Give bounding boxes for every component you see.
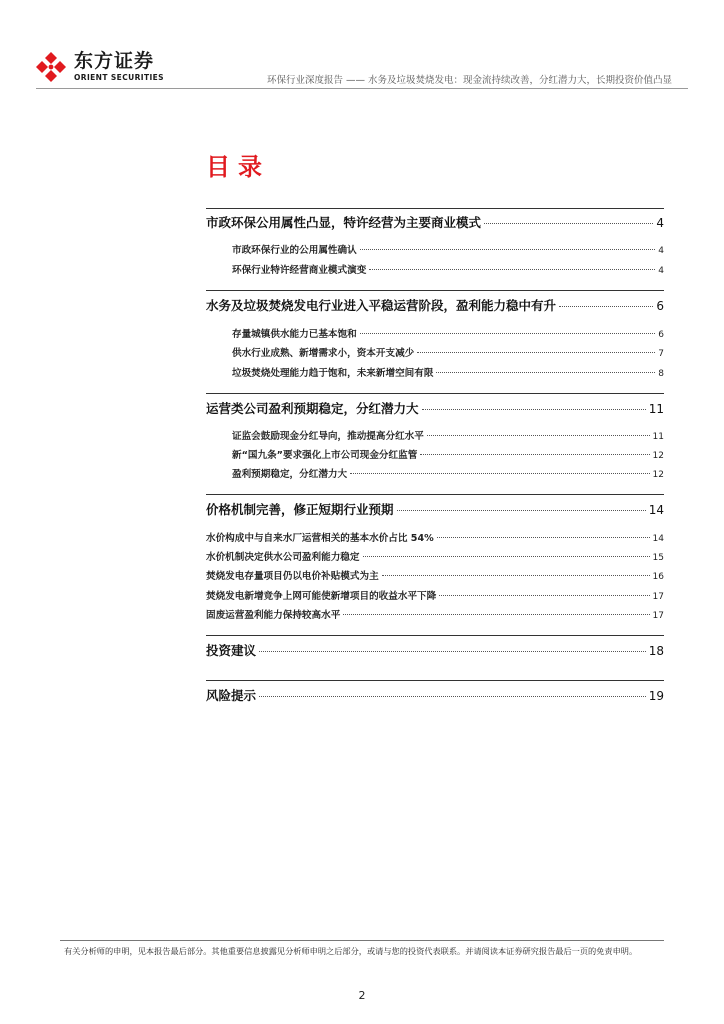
toc-entry-label: 供水行业成熟、新增需求小，资本开支减少 [232, 348, 415, 359]
toc-leader [559, 306, 653, 307]
toc-entry-page: 17 [652, 592, 664, 602]
section-divider [206, 208, 664, 209]
logo-chinese-name: 东方证券 [74, 50, 155, 73]
toc-entry-label: 证监会鼓励现金分红导向，推动提高分红水平 [232, 431, 424, 442]
toc-entry-label: 存量城镇供水能力已基本饱和 [232, 329, 357, 340]
toc-leader [484, 223, 653, 224]
toc-entry-page: 6 [658, 330, 664, 340]
toc-leader [360, 249, 656, 250]
toc-leader [437, 537, 650, 538]
section-divider [206, 635, 664, 636]
toc-entry-label: 市政环保行业的公用属性确认 [232, 245, 357, 256]
toc-entry[interactable] [232, 428, 664, 442]
toc-entry-page: 12 [652, 470, 664, 480]
toc-leader [360, 333, 656, 334]
toc-entry[interactable] [206, 588, 664, 602]
toc-entry-label: 水务及垃圾焚烧发电行业进入平稳运营阶段，盈利能力稳中有升 [206, 298, 557, 313]
header-divider [36, 88, 688, 89]
report-title: 环保行业深度报告 —— 水务及垃圾焚烧发电：现金流持续改善，分红潜力大，长期投资价值凸显 [266, 75, 672, 86]
toc-leader [350, 473, 649, 474]
toc-entry-page: 18 [648, 644, 664, 658]
toc-entry-label: 运营类公司盈利预期稳定，分红潜力大 [206, 401, 419, 416]
toc-leader [259, 696, 646, 697]
company-logo [34, 50, 164, 84]
toc-entry[interactable] [206, 607, 664, 621]
toc-entry[interactable] [206, 500, 664, 518]
toc-entry-label: 市政环保公用属性凸显，特许经营为主要商业模式 [206, 215, 482, 230]
toc-entry-label: 价格机制完善，修正短期行业预期 [206, 502, 394, 517]
toc-entry[interactable] [232, 447, 664, 461]
logo-english-name: ORIENT SECURITIES [74, 73, 164, 83]
orient-logo-icon [34, 50, 68, 84]
footer-disclaimer: 有关分析师的申明，见本报告最后部分。其他重要信息披露见分析师申明之后部分，或请与您的投资代表联系。并请阅读本证券研究报告最后一页的免责申明。 [64, 946, 638, 956]
toc-leader [436, 372, 655, 373]
toc-entry-label: 盈利预期稳定，分红潜力大 [232, 469, 348, 480]
toc-entry[interactable] [206, 296, 664, 314]
toc-entry-page: 19 [648, 689, 664, 703]
toc-leader [422, 409, 646, 410]
toc-entry-label: 焚烧发电新增竞争上网可能使新增项目的收益水平下降 [206, 591, 437, 602]
toc-entry[interactable] [232, 326, 664, 340]
toc-entry-page: 12 [652, 451, 664, 461]
toc-leader [369, 269, 655, 270]
toc-entry[interactable] [206, 549, 664, 563]
section-divider [206, 494, 664, 495]
toc-entry-page: 14 [648, 503, 664, 517]
toc-entry-label: 风险提示 [206, 688, 257, 703]
toc-entry[interactable] [232, 242, 664, 256]
toc-entry-page: 4 [658, 246, 664, 256]
toc-entry-page: 17 [652, 611, 664, 621]
page-number: 2 [358, 989, 366, 1002]
toc-entry[interactable] [232, 365, 664, 379]
toc-leader [439, 595, 649, 596]
toc-entry-label: 新“国九条”要求强化上市公司现金分红监管 [232, 450, 418, 461]
toc-leader [363, 556, 650, 557]
section-divider [206, 290, 664, 291]
toc-leader [259, 651, 646, 652]
toc-leader [420, 454, 649, 455]
toc-entry[interactable] [206, 399, 664, 417]
toc-leader [343, 614, 649, 615]
toc-entry-page: 11 [652, 432, 664, 442]
toc-title: 目录 [206, 153, 270, 181]
toc-entry[interactable] [232, 262, 664, 276]
toc-entry-label: 固废运营盈利能力保持较高水平 [206, 610, 341, 621]
section-divider [206, 680, 664, 681]
toc-entry-page: 16 [652, 572, 664, 582]
toc-entry-label: 焚烧发电存量项目仍以电价补贴模式为主 [206, 571, 379, 582]
toc-leader [382, 575, 650, 576]
toc-leader [397, 510, 646, 511]
toc-entry-page: 14 [652, 534, 664, 544]
toc-entry-page: 7 [658, 349, 664, 359]
toc-entry-page: 15 [652, 553, 664, 563]
toc-entry[interactable] [232, 466, 664, 480]
toc-entry-label: 投资建议 [206, 643, 257, 658]
toc-entry-page: 4 [656, 216, 664, 230]
toc-entry[interactable] [206, 686, 664, 704]
toc-entry[interactable] [206, 568, 664, 582]
toc-entry-page: 6 [656, 299, 664, 313]
toc-leader [427, 435, 650, 436]
toc-leader [417, 352, 655, 353]
toc-entry-page: 11 [648, 402, 664, 416]
toc-entry-page: 4 [658, 266, 664, 276]
toc-entry[interactable] [206, 641, 664, 659]
footer-divider [60, 940, 664, 941]
toc-entry[interactable] [232, 345, 664, 359]
toc-entry-label: 水价机制决定供水公司盈利能力稳定 [206, 552, 360, 563]
toc-entry-page: 8 [658, 369, 664, 379]
toc-entry-label: 垃圾焚烧处理能力趋于饱和，未来新增空间有限 [232, 368, 434, 379]
section-divider [206, 393, 664, 394]
toc-entry[interactable] [206, 213, 664, 231]
toc-entry[interactable] [206, 530, 664, 544]
toc-entry-label: 水价构成中与自来水厂运营相关的基本水价占比 54% [206, 533, 434, 544]
toc-entry-label: 环保行业特许经营商业模式演变 [232, 265, 367, 276]
